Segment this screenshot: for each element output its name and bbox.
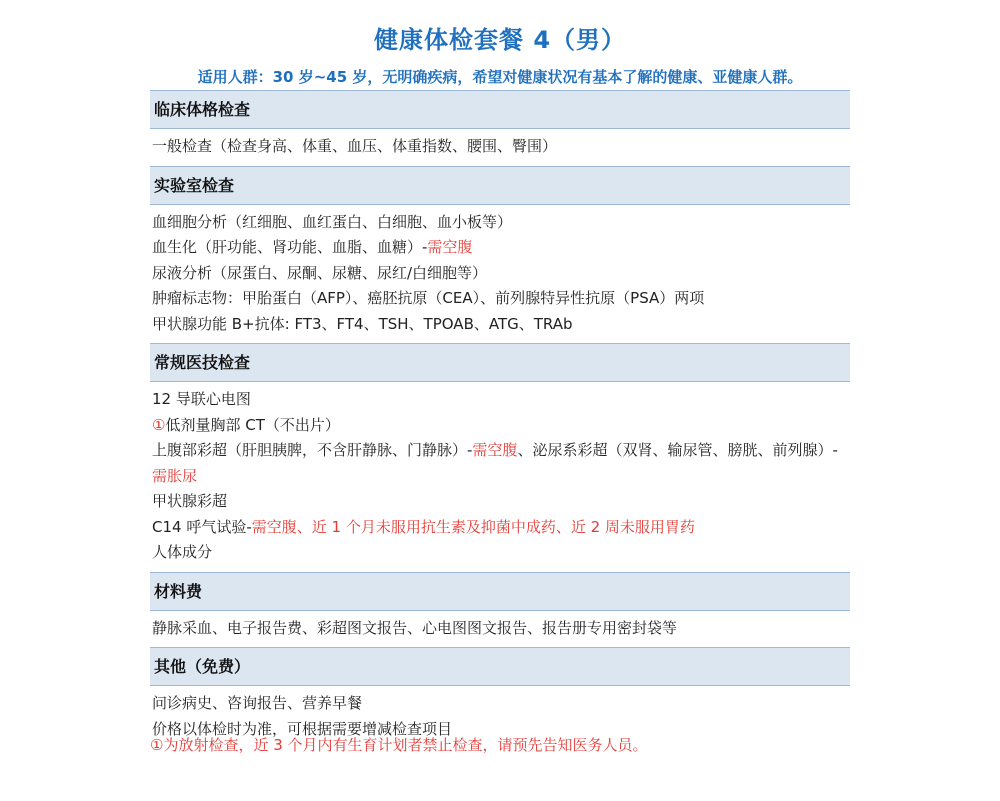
item-requirement: 需空腹、近 1 个月未服用抗生素及抑菌中成药、近 2 周未服用胃药 xyxy=(251,517,695,536)
list-item xyxy=(152,540,850,566)
list-item xyxy=(152,616,850,642)
list-item xyxy=(152,515,850,541)
list-item xyxy=(152,489,850,515)
section-body-materials xyxy=(150,611,850,648)
package-table xyxy=(150,90,850,748)
list-item xyxy=(152,413,850,439)
radiation-footnote: ①为放射检查，近 3 个月内有生育计划者禁止检查，请预先告知医务人员。 xyxy=(150,736,648,754)
section-header-clinical: 临床体格检查 xyxy=(150,90,850,129)
section-header-lab: 实验室检查 xyxy=(150,166,850,205)
list-item xyxy=(152,387,850,413)
item-text: 问诊病史、咨询报告、营养早餐 xyxy=(152,694,363,712)
list-item xyxy=(152,134,850,160)
item-text: 血细胞分析（红细胞、血红蛋白、白细胞、血小板等） xyxy=(152,212,513,231)
list-item xyxy=(152,210,850,236)
item-requirement: 需空腹 xyxy=(472,441,518,459)
item-text: 上腹部彩超（肝胆胰脾，不含肝静脉、门静脉）- xyxy=(152,441,473,459)
list-item xyxy=(152,438,850,489)
item-requirement: 需胀尿 xyxy=(152,466,198,485)
item-text: 甲状腺彩超 xyxy=(152,492,228,510)
item-text: 静脉采血、电子报告费、彩超图文报告、心电图图文报告、报告册专用密封袋等 xyxy=(152,618,678,637)
list-item xyxy=(152,312,850,338)
item-text: 尿液分析（尿蛋白、尿酮、尿糖、尿红/白细胞等） xyxy=(152,263,488,282)
section-body-clinical xyxy=(150,129,850,166)
section-body-imaging xyxy=(150,382,850,572)
item-requirement: 需空腹 xyxy=(427,238,473,256)
section-header-other: 其他（免费） xyxy=(150,647,850,686)
list-item xyxy=(152,286,850,312)
item-text: 一般检查（检查身高、体重、血压、体重指数、腰围、臀围） xyxy=(152,137,558,155)
item-text: 价格以体检时为准，可根据需要增减检查项目 xyxy=(152,719,453,738)
radiation-marker: ① xyxy=(152,415,166,434)
item-text: 12 导联心电图 xyxy=(152,390,251,408)
section-body-lab xyxy=(150,205,850,344)
item-text: 低剂量胸部 CT（不出片） xyxy=(165,415,340,434)
section-header-materials: 材料费 xyxy=(150,572,850,611)
list-item xyxy=(152,235,850,261)
item-text: 甲状腺功能 B+抗体: FT3、FT4、TSH、TPOAB、ATG、TRAb xyxy=(152,314,573,333)
list-item xyxy=(152,261,850,287)
item-text-continued: 、泌尿系彩超（双肾、输尿管、膀胱、前列腺）- xyxy=(517,441,838,459)
target-audience: 适用人群：30 岁~45 岁，无明确疾病，希望对健康状况有基本了解的健康、亚健康人群。 xyxy=(197,68,803,86)
list-item xyxy=(152,691,850,717)
item-text: 人体成分 xyxy=(152,543,213,561)
item-text: 血生化（肝功能、肾功能、血脂、血糖）- xyxy=(152,238,428,256)
page-title: 健康体检套餐 4（男） xyxy=(373,26,627,54)
section-header-imaging: 常规医技检查 xyxy=(150,343,850,382)
item-text: C14 呼气试验- xyxy=(152,517,252,536)
item-text: 肿瘤标志物：甲胎蛋白（AFP）、癌胚抗原（CEA）、前列腺特异性抗原（PSA）两项 xyxy=(152,289,705,307)
